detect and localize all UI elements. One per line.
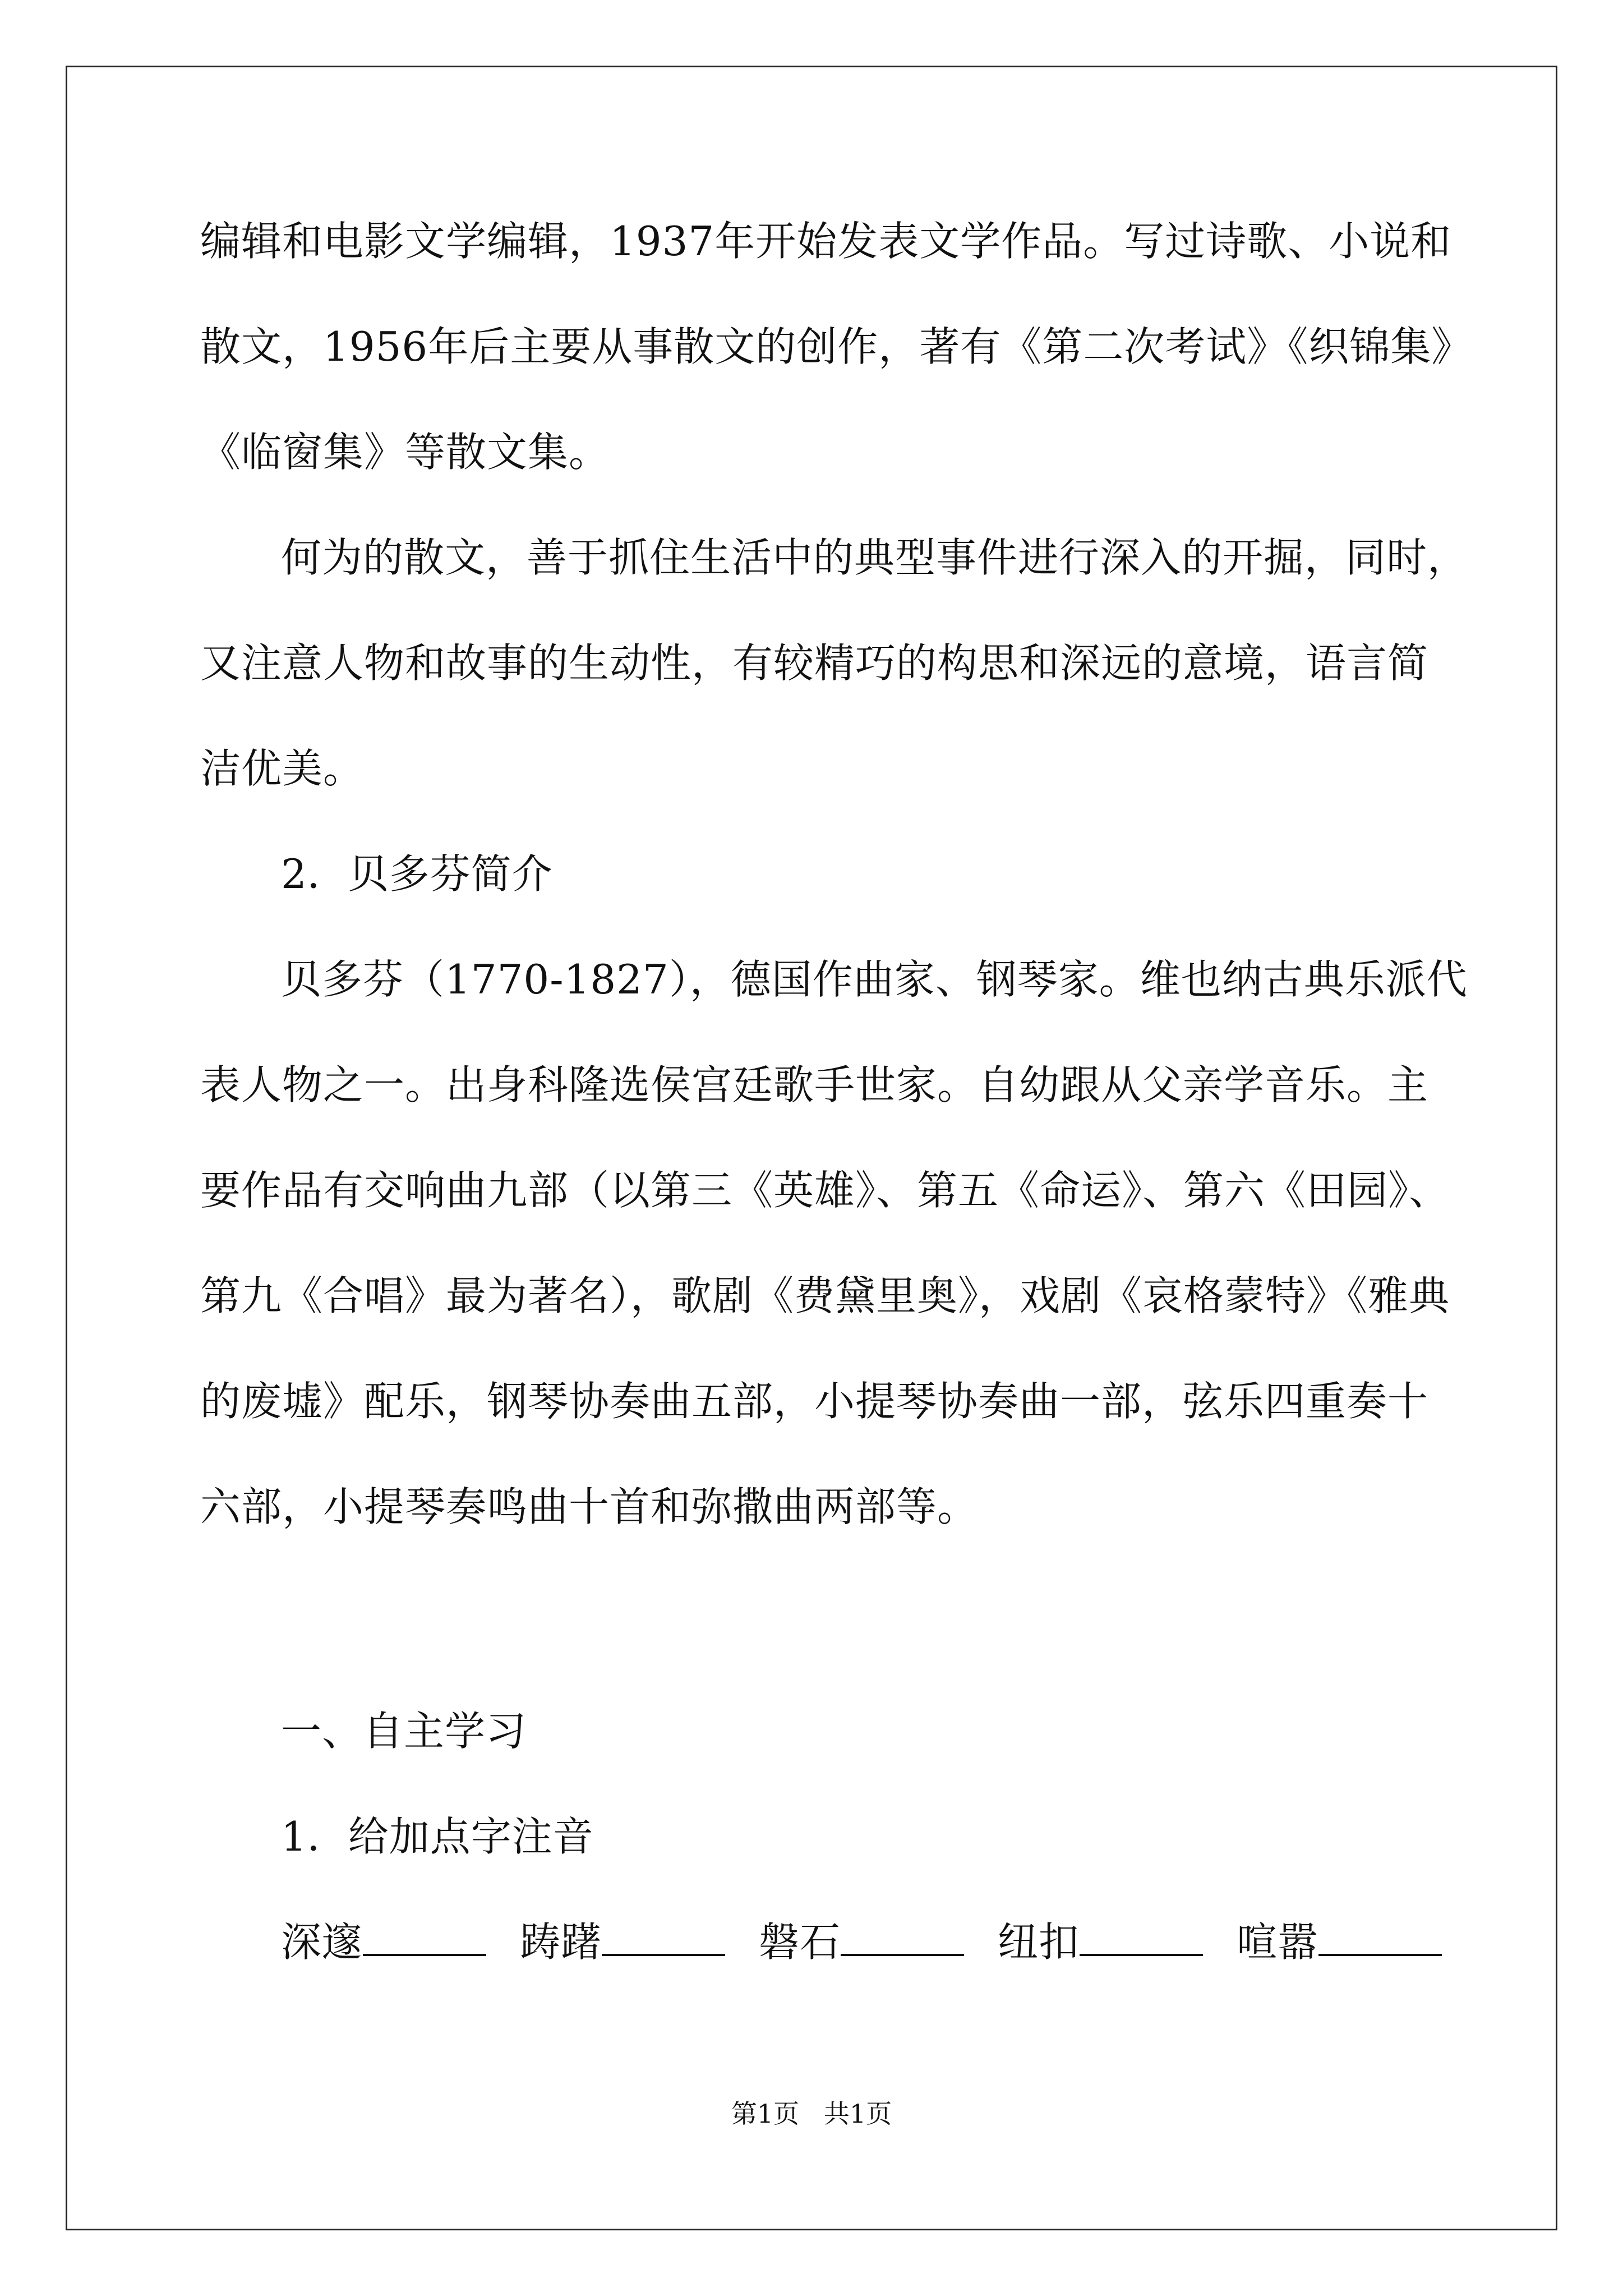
exercise-word-row xyxy=(281,1914,1442,1970)
paragraph-line: 表人物之一。出身科隆选侯宫廷歌手世家。自幼跟从父亲学音乐。主 xyxy=(200,1061,1429,1108)
paragraph-line: 编辑和电影文学编辑，1937年开始发表文学作品。写过诗歌、小说和 xyxy=(200,218,1452,265)
paragraph-line: 第九《合唱》最为著名），歌剧《费黛里奥》，戏剧《哀格蒙特》《雅典 xyxy=(200,1272,1450,1319)
paragraph-line: 《临窗集》等散文集。 xyxy=(200,429,610,476)
page-border xyxy=(66,66,1557,2230)
section-heading: 2．贝多芬简介 xyxy=(281,850,553,898)
exercise-word: 磐石 xyxy=(759,1918,841,1966)
paragraph-line: 贝多芬（1770-1827），德国作曲家、钢琴家。维也纳古典乐派代 xyxy=(281,956,1468,1003)
exercise-heading: 1．给加点字注音 xyxy=(281,1813,594,1860)
exercise-word: 踌躇 xyxy=(520,1918,602,1966)
paragraph-line: 六部，小提琴奏鸣曲十首和弥撒曲两部等。 xyxy=(200,1483,979,1530)
paragraph-line: 洁优美。 xyxy=(200,745,365,792)
paragraph-line: 又注意人物和故事的生动性，有较精巧的构思和深远的意境，语言简 xyxy=(200,639,1429,687)
paragraph-line: 要作品有交响曲九部（以第三《英雄》、第五《命运》、第六《田园》、 xyxy=(200,1167,1450,1214)
page-footer: 第1页 共1页 xyxy=(731,2099,892,2129)
exercise-word: 喧嚣 xyxy=(1237,1918,1319,1966)
paragraph-line: 散文，1956年后主要从事散文的创作，著有《第二次考试》《织锦集》 xyxy=(200,323,1473,370)
part-heading: 一、自主学习 xyxy=(281,1708,527,1755)
answer-blank[interactable] xyxy=(1080,1952,1203,1956)
answer-blank[interactable] xyxy=(602,1952,725,1956)
exercise-word: 纽扣 xyxy=(998,1918,1080,1966)
paragraph-line: 何为的散文，善于抓住生活中的典型事件进行深入的开掘，同时， xyxy=(281,534,1469,581)
exercise-word: 深邃 xyxy=(281,1918,363,1966)
answer-blank[interactable] xyxy=(363,1952,486,1956)
answer-blank[interactable] xyxy=(841,1952,964,1956)
answer-blank[interactable] xyxy=(1318,1952,1442,1956)
paragraph-line: 的废墟》配乐，钢琴协奏曲五部，小提琴协奏曲一部，弦乐四重奏十 xyxy=(200,1378,1429,1425)
